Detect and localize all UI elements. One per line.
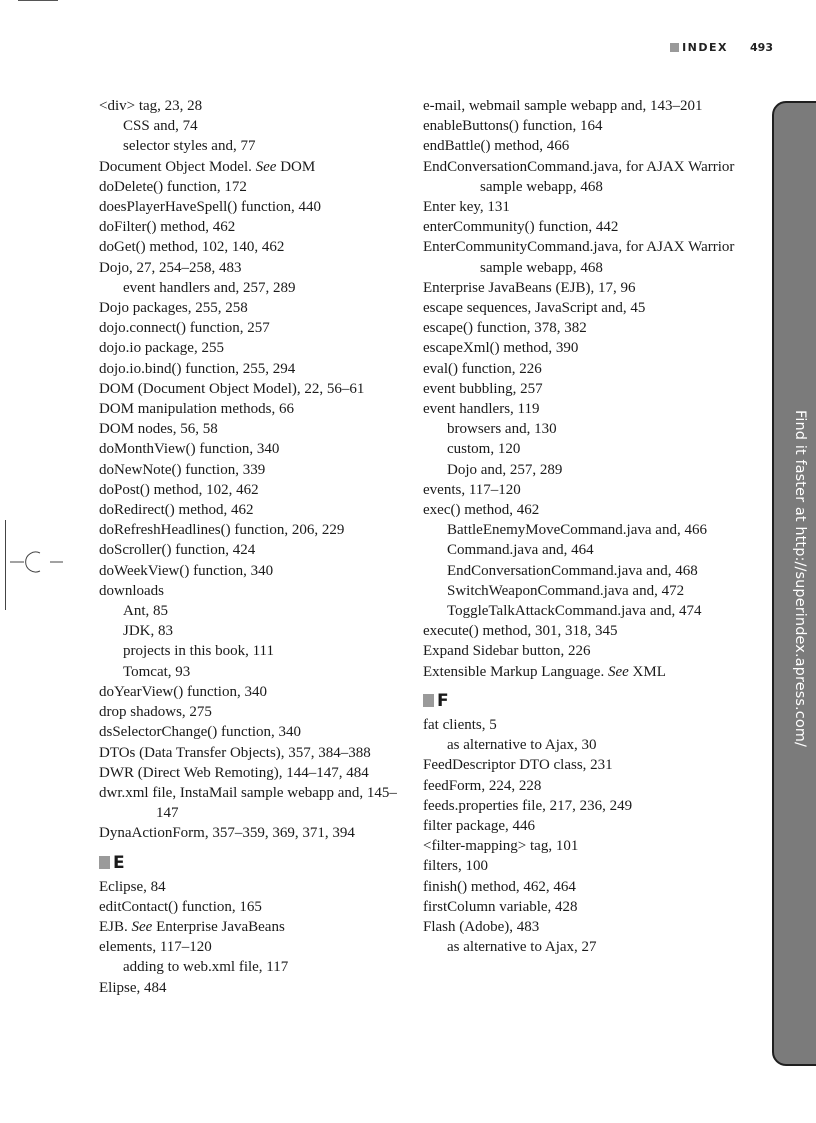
- index-entry: [99, 581, 404, 601]
- entry-text: <div> tag, 23, 28: [99, 98, 203, 114]
- entry-text: Ant, 85: [123, 603, 168, 620]
- entry-text: doGet() method, 102, 140, 462: [99, 239, 285, 256]
- entry-text: events, 117–120: [423, 481, 521, 498]
- entry-text: EJB.: [99, 918, 132, 935]
- entry-text: fat clients, 5: [423, 716, 497, 733]
- entry-text: EndConversationCommand.java and, 468: [447, 562, 698, 579]
- index-entry: [99, 480, 404, 500]
- index-entry: [99, 823, 404, 843]
- index-column-right: [423, 96, 753, 957]
- index-subentry: [99, 957, 404, 977]
- index-entry: [99, 743, 404, 763]
- entry-text: DOM manipulation methods, 66: [99, 401, 294, 418]
- index-entry: [99, 379, 404, 399]
- entry-text: EndConversationCommand.java, for AJAX Warrior sample webapp, 468: [423, 158, 735, 195]
- entry-text: doDelete() function, 172: [99, 178, 247, 195]
- entry-text: doWeekView() function, 340: [99, 562, 274, 579]
- entry-text: <filter-mapping> tag, 101: [423, 838, 579, 855]
- entry-text: filters, 100: [423, 858, 488, 875]
- index-subentry: [423, 581, 753, 601]
- entry-text: DynaActionForm, 357–359, 369, 371, 394: [99, 825, 355, 842]
- entry-text: Enter key, 131: [423, 199, 510, 216]
- entry-text: as alternative to Ajax, 30: [447, 737, 597, 754]
- entry-text: Document Object Model.: [99, 158, 256, 175]
- index-entry: [99, 217, 404, 237]
- entry-text: selector styles and, 77: [123, 138, 256, 155]
- entry-text: dojo.io package, 255: [99, 340, 224, 357]
- entry-text: elements, 117–120: [99, 939, 212, 956]
- entry-text: escape sequences, JavaScript and, 45: [423, 300, 646, 317]
- index-entry: [99, 682, 404, 702]
- index-entry: [99, 338, 404, 358]
- entry-text: doRefreshHeadlines() function, 206, 229: [99, 522, 345, 539]
- index-subentry: [99, 641, 404, 661]
- entry-text: Dojo and, 257, 289: [447, 461, 563, 478]
- index-entry: [423, 278, 753, 298]
- entry-text: enterCommunity() function, 442: [423, 219, 619, 236]
- entry-text: downloads: [99, 582, 164, 599]
- index-entry: [99, 877, 404, 897]
- entry-text: DOM nodes, 56, 58: [99, 421, 218, 438]
- index-entry: [423, 480, 753, 500]
- index-entry: [423, 662, 753, 682]
- index-entry: [99, 157, 404, 177]
- entry-text: as alternative to Ajax, 27: [447, 939, 597, 956]
- entry-text: doScroller() function, 424: [99, 542, 256, 559]
- index-entry: [99, 722, 404, 742]
- index-entry: [99, 419, 404, 439]
- index-entry: [99, 763, 404, 783]
- index-entry: [423, 796, 753, 816]
- entry-text: eval() function, 226: [423, 360, 542, 377]
- entry-text: Dojo, 27, 254–258, 483: [99, 259, 242, 276]
- index-entry: [423, 359, 753, 379]
- entry-text: projects in this book, 111: [123, 643, 274, 660]
- entry-text: dojo.connect() function, 257: [99, 320, 270, 337]
- index-entry: [99, 783, 404, 823]
- index-entry: [423, 836, 753, 856]
- page-number: 493: [750, 41, 773, 54]
- entry-text: Dojo packages, 255, 258: [99, 300, 248, 317]
- entry-text: dwr.xml file, InstaMail sample webapp and, 145–147: [99, 784, 397, 822]
- entry-text: doRedirect() method, 462: [99, 502, 254, 519]
- entry-text: CSS and, 74: [123, 118, 198, 135]
- index-entry: [99, 197, 404, 217]
- index-entry: [423, 217, 753, 237]
- entry-text: drop shadows, 275: [99, 704, 212, 721]
- index-entry: [99, 359, 404, 379]
- index-entry: [99, 318, 404, 338]
- index-entry: [99, 439, 404, 459]
- index-entry: [99, 897, 404, 917]
- entry-text: doFilter() method, 462: [99, 219, 236, 236]
- index-entry: [423, 116, 753, 136]
- header-square-icon: [670, 43, 679, 52]
- entry-text: doYearView() function, 340: [99, 683, 267, 700]
- index-entry: [99, 237, 404, 257]
- entry-text: editContact() function, 165: [99, 898, 262, 915]
- entry-text: exec() method, 462: [423, 502, 540, 519]
- index-subentry: [423, 520, 753, 540]
- index-entry: [423, 338, 753, 358]
- index-entry: [423, 96, 753, 116]
- header-section-label: INDEX: [682, 41, 729, 54]
- index-column-left: [99, 96, 404, 998]
- entry-reference-target: XML: [628, 663, 666, 680]
- index-entry: [423, 897, 753, 917]
- entry-text: JDK, 83: [123, 623, 174, 640]
- entry-text: Elipse, 484: [99, 979, 167, 996]
- entry-text: e-mail, webmail sample webapp and, 143–201: [423, 98, 703, 114]
- index-subentry: [423, 460, 753, 480]
- entry-text: filter package, 446: [423, 817, 536, 834]
- index-entry: [423, 136, 753, 156]
- section-square-icon: [99, 856, 110, 869]
- entry-text: Expand Sidebar button, 226: [423, 643, 591, 660]
- index-entry: [423, 877, 753, 897]
- entry-text: Enterprise JavaBeans (EJB), 17, 96: [423, 279, 636, 296]
- entry-text: event bubbling, 257: [423, 380, 543, 397]
- crop-mark-top: [18, 0, 58, 1]
- index-entry: [99, 702, 404, 722]
- index-subentry: [423, 439, 753, 459]
- index-entry: [99, 96, 404, 116]
- index-entry: [99, 460, 404, 480]
- entry-text: ToggleTalkAttackCommand.java and, 474: [447, 603, 702, 620]
- entry-text: Eclipse, 84: [99, 878, 166, 895]
- entry-text: Extensible Markup Language.: [423, 663, 608, 680]
- entry-text: adding to web.xml file, 117: [123, 959, 289, 976]
- index-subentry: [423, 601, 753, 621]
- index-entry: [99, 520, 404, 540]
- section-letter: F: [437, 690, 449, 711]
- index-entry: [423, 776, 753, 796]
- index-subentry: [99, 278, 404, 298]
- index-subentry: [99, 136, 404, 156]
- entry-text: firstColumn variable, 428: [423, 898, 578, 915]
- index-entry: [423, 399, 753, 419]
- index-entry: [99, 917, 404, 937]
- index-subentry: [423, 540, 753, 560]
- entry-text: EnterCommunityCommand.java, for AJAX Warrior sample webapp, 468: [423, 239, 735, 276]
- entry-text: FeedDescriptor DTO class, 231: [423, 757, 613, 774]
- index-entry: [99, 540, 404, 560]
- entry-text: SwitchWeaponCommand.java and, 472: [447, 582, 685, 599]
- entry-text: finish() method, 462, 464: [423, 878, 576, 895]
- index-entry: [99, 298, 404, 318]
- entry-reference-target: DOM: [276, 158, 316, 175]
- entry-text: Flash (Adobe), 483: [423, 918, 540, 935]
- entry-text: custom, 120: [447, 441, 521, 458]
- index-subentry: [99, 621, 404, 641]
- index-entry: [423, 157, 753, 197]
- entry-reference-target: Enterprise JavaBeans: [152, 918, 285, 935]
- section-letter: E: [113, 852, 125, 873]
- index-entry: [423, 917, 753, 937]
- index-entry: [423, 500, 753, 520]
- thumb-tab-label: Find it faster at http://superindex.apress.com/: [792, 410, 808, 747]
- index-entry: [423, 298, 753, 318]
- entry-text: enableButtons() function, 164: [423, 118, 603, 135]
- index-entry: [423, 856, 753, 876]
- entry-text: Tomcat, 93: [123, 663, 191, 680]
- entry-text: endBattle() method, 466: [423, 138, 570, 155]
- entry-text: event handlers, 119: [423, 401, 540, 418]
- index-entry: [423, 621, 753, 641]
- index-entry: [423, 816, 753, 836]
- index-entry: [99, 978, 404, 998]
- running-header: [670, 41, 773, 54]
- see-reference: See: [607, 663, 629, 680]
- index-subentry: [423, 561, 753, 581]
- index-subentry: [99, 601, 404, 621]
- entry-text: dojo.io.bind() function, 255, 294: [99, 360, 296, 377]
- entry-text: doMonthView() function, 340: [99, 441, 280, 458]
- index-subentry: [423, 937, 753, 957]
- index-entry: [99, 258, 404, 278]
- section-square-icon: [423, 694, 434, 707]
- registration-mark-icon: [10, 547, 65, 577]
- entry-text: DOM (Document Object Model), 22, 56–61: [99, 380, 365, 397]
- index-subentry: [423, 419, 753, 439]
- entry-text: DWR (Direct Web Remoting), 144–147, 484: [99, 764, 369, 781]
- index-entry: [99, 500, 404, 520]
- index-entry: [99, 177, 404, 197]
- entry-text: dsSelectorChange() function, 340: [99, 724, 302, 741]
- index-subentry: [99, 116, 404, 136]
- entry-text: event handlers and, 257, 289: [123, 279, 296, 296]
- entry-text: escape() function, 378, 382: [423, 320, 587, 337]
- index-entry: [99, 399, 404, 419]
- index-entry: [423, 237, 753, 277]
- index-entry: [423, 197, 753, 217]
- index-entry: [99, 561, 404, 581]
- index-subentry: [423, 735, 753, 755]
- entry-text: browsers and, 130: [447, 421, 557, 438]
- index-entry: [99, 937, 404, 957]
- see-reference: See: [255, 158, 277, 175]
- entry-text: execute() method, 301, 318, 345: [423, 623, 618, 640]
- index-subentry: [99, 662, 404, 682]
- index-entry: [423, 318, 753, 338]
- index-entry: [423, 715, 753, 735]
- index-entry: [423, 379, 753, 399]
- index-entry: [423, 755, 753, 775]
- section-heading-e: [99, 853, 404, 873]
- entry-text: doNewNote() function, 339: [99, 461, 266, 478]
- entry-text: escapeXml() method, 390: [423, 340, 579, 357]
- entry-text: DTOs (Data Transfer Objects), 357, 384–388: [99, 744, 371, 761]
- crop-mark-left: [5, 520, 6, 610]
- entry-text: feedForm, 224, 228: [423, 777, 542, 794]
- see-reference: See: [131, 918, 153, 935]
- entry-text: feeds.properties file, 217, 236, 249: [423, 797, 633, 814]
- entry-text: doesPlayerHaveSpell() function, 440: [99, 199, 322, 216]
- index-entry: [423, 641, 753, 661]
- entry-text: doPost() method, 102, 462: [99, 481, 259, 498]
- entry-text: BattleEnemyMoveCommand.java and, 466: [447, 522, 707, 539]
- section-heading-f: [423, 691, 753, 711]
- entry-text: Command.java and, 464: [447, 542, 594, 559]
